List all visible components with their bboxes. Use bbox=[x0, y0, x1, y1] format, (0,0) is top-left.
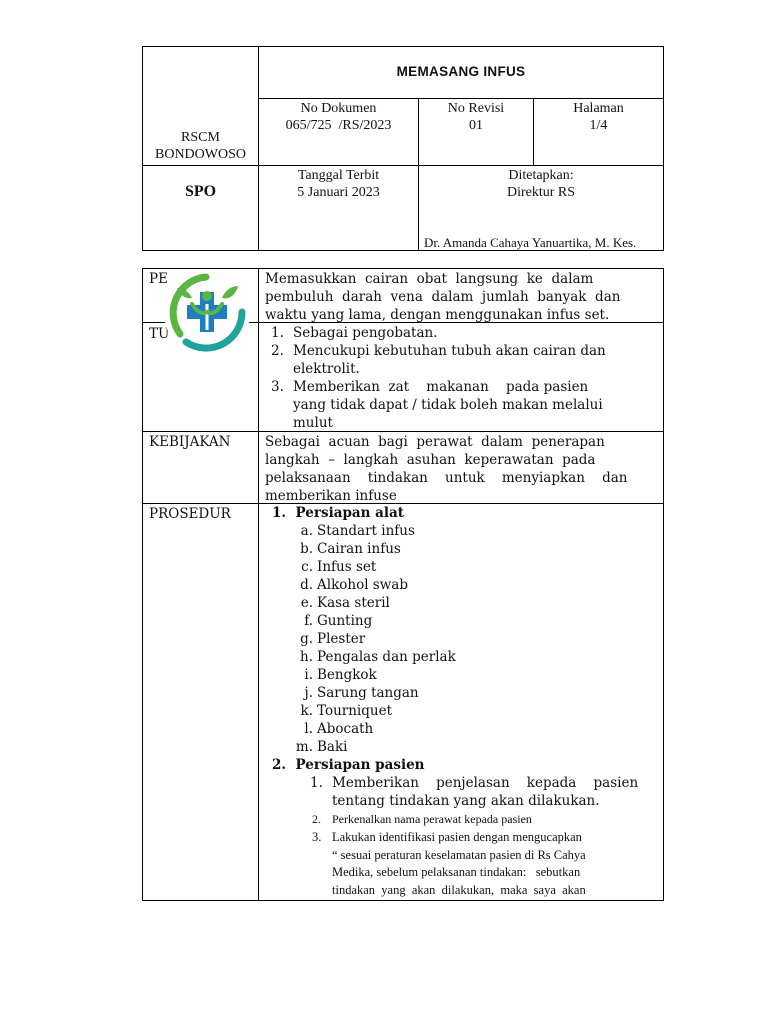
list-text: Alkohol swab bbox=[317, 577, 408, 593]
list-text: tentang tindakan yang akan dilakukan. bbox=[332, 793, 600, 809]
list-letter: f. bbox=[304, 613, 313, 629]
list-item bbox=[293, 720, 653, 738]
kebijakan-label: KEBIJAKAN bbox=[149, 434, 231, 450]
list-text: Abocath bbox=[317, 721, 374, 737]
list-text: Memberikan zat makanan pada pasien bbox=[293, 379, 589, 395]
ditetapkan-value: Direktur RS bbox=[506, 185, 576, 200]
list-text: Perkenalkan nama perawat kepada pasien bbox=[332, 812, 532, 826]
kebijakan-text bbox=[265, 433, 656, 505]
list-number: 3. bbox=[312, 830, 322, 844]
list-item bbox=[293, 666, 653, 684]
persiapan-alat-list bbox=[293, 522, 653, 756]
tujuan-list bbox=[265, 324, 656, 432]
ditetapkan-label: Ditetapkan: bbox=[508, 168, 574, 183]
tanggal-value: 5 Januari 2023 bbox=[297, 185, 380, 200]
list-text: Memberikan penjelasan kepada pasien bbox=[332, 775, 639, 791]
list-item bbox=[293, 702, 653, 720]
list-text: Standart infus bbox=[317, 523, 415, 539]
halaman-value: 1/4 bbox=[589, 118, 608, 133]
no-revisi-value: 01 bbox=[469, 118, 483, 133]
list-text: Lakukan identifikasi pasien dengan mengucapkan bbox=[332, 830, 582, 844]
list-text: Cairan infus bbox=[317, 541, 401, 557]
list-letter: g. bbox=[300, 631, 313, 647]
pengertian-line: waktu yang lama, dengan menggunakan infus set. bbox=[265, 307, 610, 323]
list-letter: k. bbox=[300, 703, 313, 719]
list-letter: a. bbox=[300, 523, 313, 539]
list-text: yang tidak dapat / tidak boleh makan melalui bbox=[293, 397, 603, 413]
list-text: tindakan yang akan dilakukan, maka saya akan bbox=[332, 882, 586, 897]
list-letter: d. bbox=[300, 577, 313, 593]
list-item bbox=[293, 738, 653, 756]
list-item bbox=[293, 576, 653, 594]
list-item bbox=[293, 522, 653, 540]
list-letter: l. bbox=[304, 721, 313, 737]
list-text: Medika, sebelum pelaksanan tindakan: sebutkan bbox=[332, 865, 581, 879]
list-text: mulut bbox=[293, 415, 333, 431]
org-line-1: RSCM bbox=[181, 130, 220, 145]
logo-icon bbox=[162, 268, 252, 358]
list-item bbox=[265, 324, 656, 342]
no-dokumen-label: No Dokumen bbox=[300, 101, 377, 116]
list-letter: m. bbox=[295, 739, 313, 755]
halaman-label: Halaman bbox=[573, 101, 624, 116]
tanggal-cell bbox=[259, 167, 418, 201]
spo-label: SPO bbox=[184, 183, 217, 200]
list-letter: h. bbox=[300, 649, 313, 665]
signatory-name: Dr. Amanda Cahaya Yanuartika, M. Kes. bbox=[424, 235, 637, 250]
list-item bbox=[293, 630, 653, 648]
no-dokumen-cell bbox=[259, 100, 418, 134]
list-text: Kasa steril bbox=[317, 595, 390, 611]
list-text: Bengkok bbox=[317, 667, 377, 683]
halaman-cell bbox=[534, 100, 663, 134]
org-name bbox=[143, 129, 258, 163]
persiapan-pasien-heading: 2. Persiapan pasien bbox=[272, 757, 425, 773]
ditetapkan-cell bbox=[419, 167, 663, 201]
list-text: “ sesuai peraturan keselamatan pasien di Rs Cahya bbox=[332, 847, 586, 862]
list-text: elektrolit. bbox=[293, 361, 360, 377]
org-line-2: BONDOWOSO bbox=[155, 147, 246, 162]
list-item bbox=[293, 648, 653, 666]
pasien-item-2 bbox=[312, 811, 656, 827]
kebijakan-line: memberikan infuse bbox=[265, 488, 397, 504]
pasien-item-1 bbox=[310, 774, 656, 810]
pengertian-text bbox=[265, 270, 656, 324]
list-text: Sebagai pengobatan. bbox=[293, 325, 438, 341]
list-item bbox=[293, 684, 653, 702]
list-text: Mencukupi kebutuhan tubuh akan cairan dan bbox=[293, 343, 606, 359]
tujuan-label: TU bbox=[149, 326, 170, 342]
pasien-item-3 bbox=[312, 829, 658, 899]
kebijakan-line: langkah – langkah asuhan keperawatan pada bbox=[265, 452, 596, 468]
list-item bbox=[293, 612, 653, 630]
pengertian-line: Memasukkan cairan obat langsung ke dalam bbox=[265, 271, 594, 287]
list-text: Gunting bbox=[317, 613, 373, 629]
document-title: MEMASANG INFUS bbox=[396, 64, 526, 79]
list-item bbox=[293, 540, 653, 558]
list-number: 2. bbox=[312, 812, 321, 826]
logo-graphic bbox=[162, 268, 252, 358]
list-item bbox=[293, 594, 653, 612]
prosedur-label: PROSEDUR bbox=[149, 506, 231, 522]
kebijakan-line: Sebagai acuan bagi perawat dalam penerapan bbox=[265, 434, 605, 450]
list-item bbox=[265, 342, 656, 378]
pengertian-label: PE bbox=[149, 271, 168, 287]
list-letter: i. bbox=[304, 667, 313, 683]
list-number: 1. bbox=[271, 325, 284, 341]
list-letter: b. bbox=[300, 541, 313, 557]
kebijakan-line: pelaksanaan tindakan untuk menyiapkan dan bbox=[265, 470, 628, 486]
list-letter: c. bbox=[301, 559, 313, 575]
list-text: Plester bbox=[317, 631, 366, 647]
pengertian-line: pembuluh darah vena dalam jumlah banyak dan bbox=[265, 289, 621, 305]
list-text: Infus set bbox=[317, 559, 377, 575]
tanggal-label: Tanggal Terbit bbox=[297, 168, 380, 183]
no-dokumen-value: 065/725 /RS/2023 bbox=[285, 118, 392, 133]
list-number: 1. bbox=[310, 775, 323, 791]
list-text: Baki bbox=[317, 739, 348, 755]
list-number: 3. bbox=[271, 379, 284, 395]
no-revisi-cell bbox=[419, 100, 533, 134]
persiapan-alat-heading: 1. Persiapan alat bbox=[272, 505, 405, 521]
list-text: Sarung tangan bbox=[317, 685, 419, 701]
list-item bbox=[293, 558, 653, 576]
list-letter: e. bbox=[300, 595, 313, 611]
list-number: 2. bbox=[271, 343, 284, 359]
no-revisi-label: No Revisi bbox=[447, 101, 505, 116]
list-text: Pengalas dan perlak bbox=[317, 649, 456, 665]
list-letter: j. bbox=[304, 685, 313, 701]
list-text: Tourniquet bbox=[317, 703, 392, 719]
list-item bbox=[265, 378, 656, 432]
